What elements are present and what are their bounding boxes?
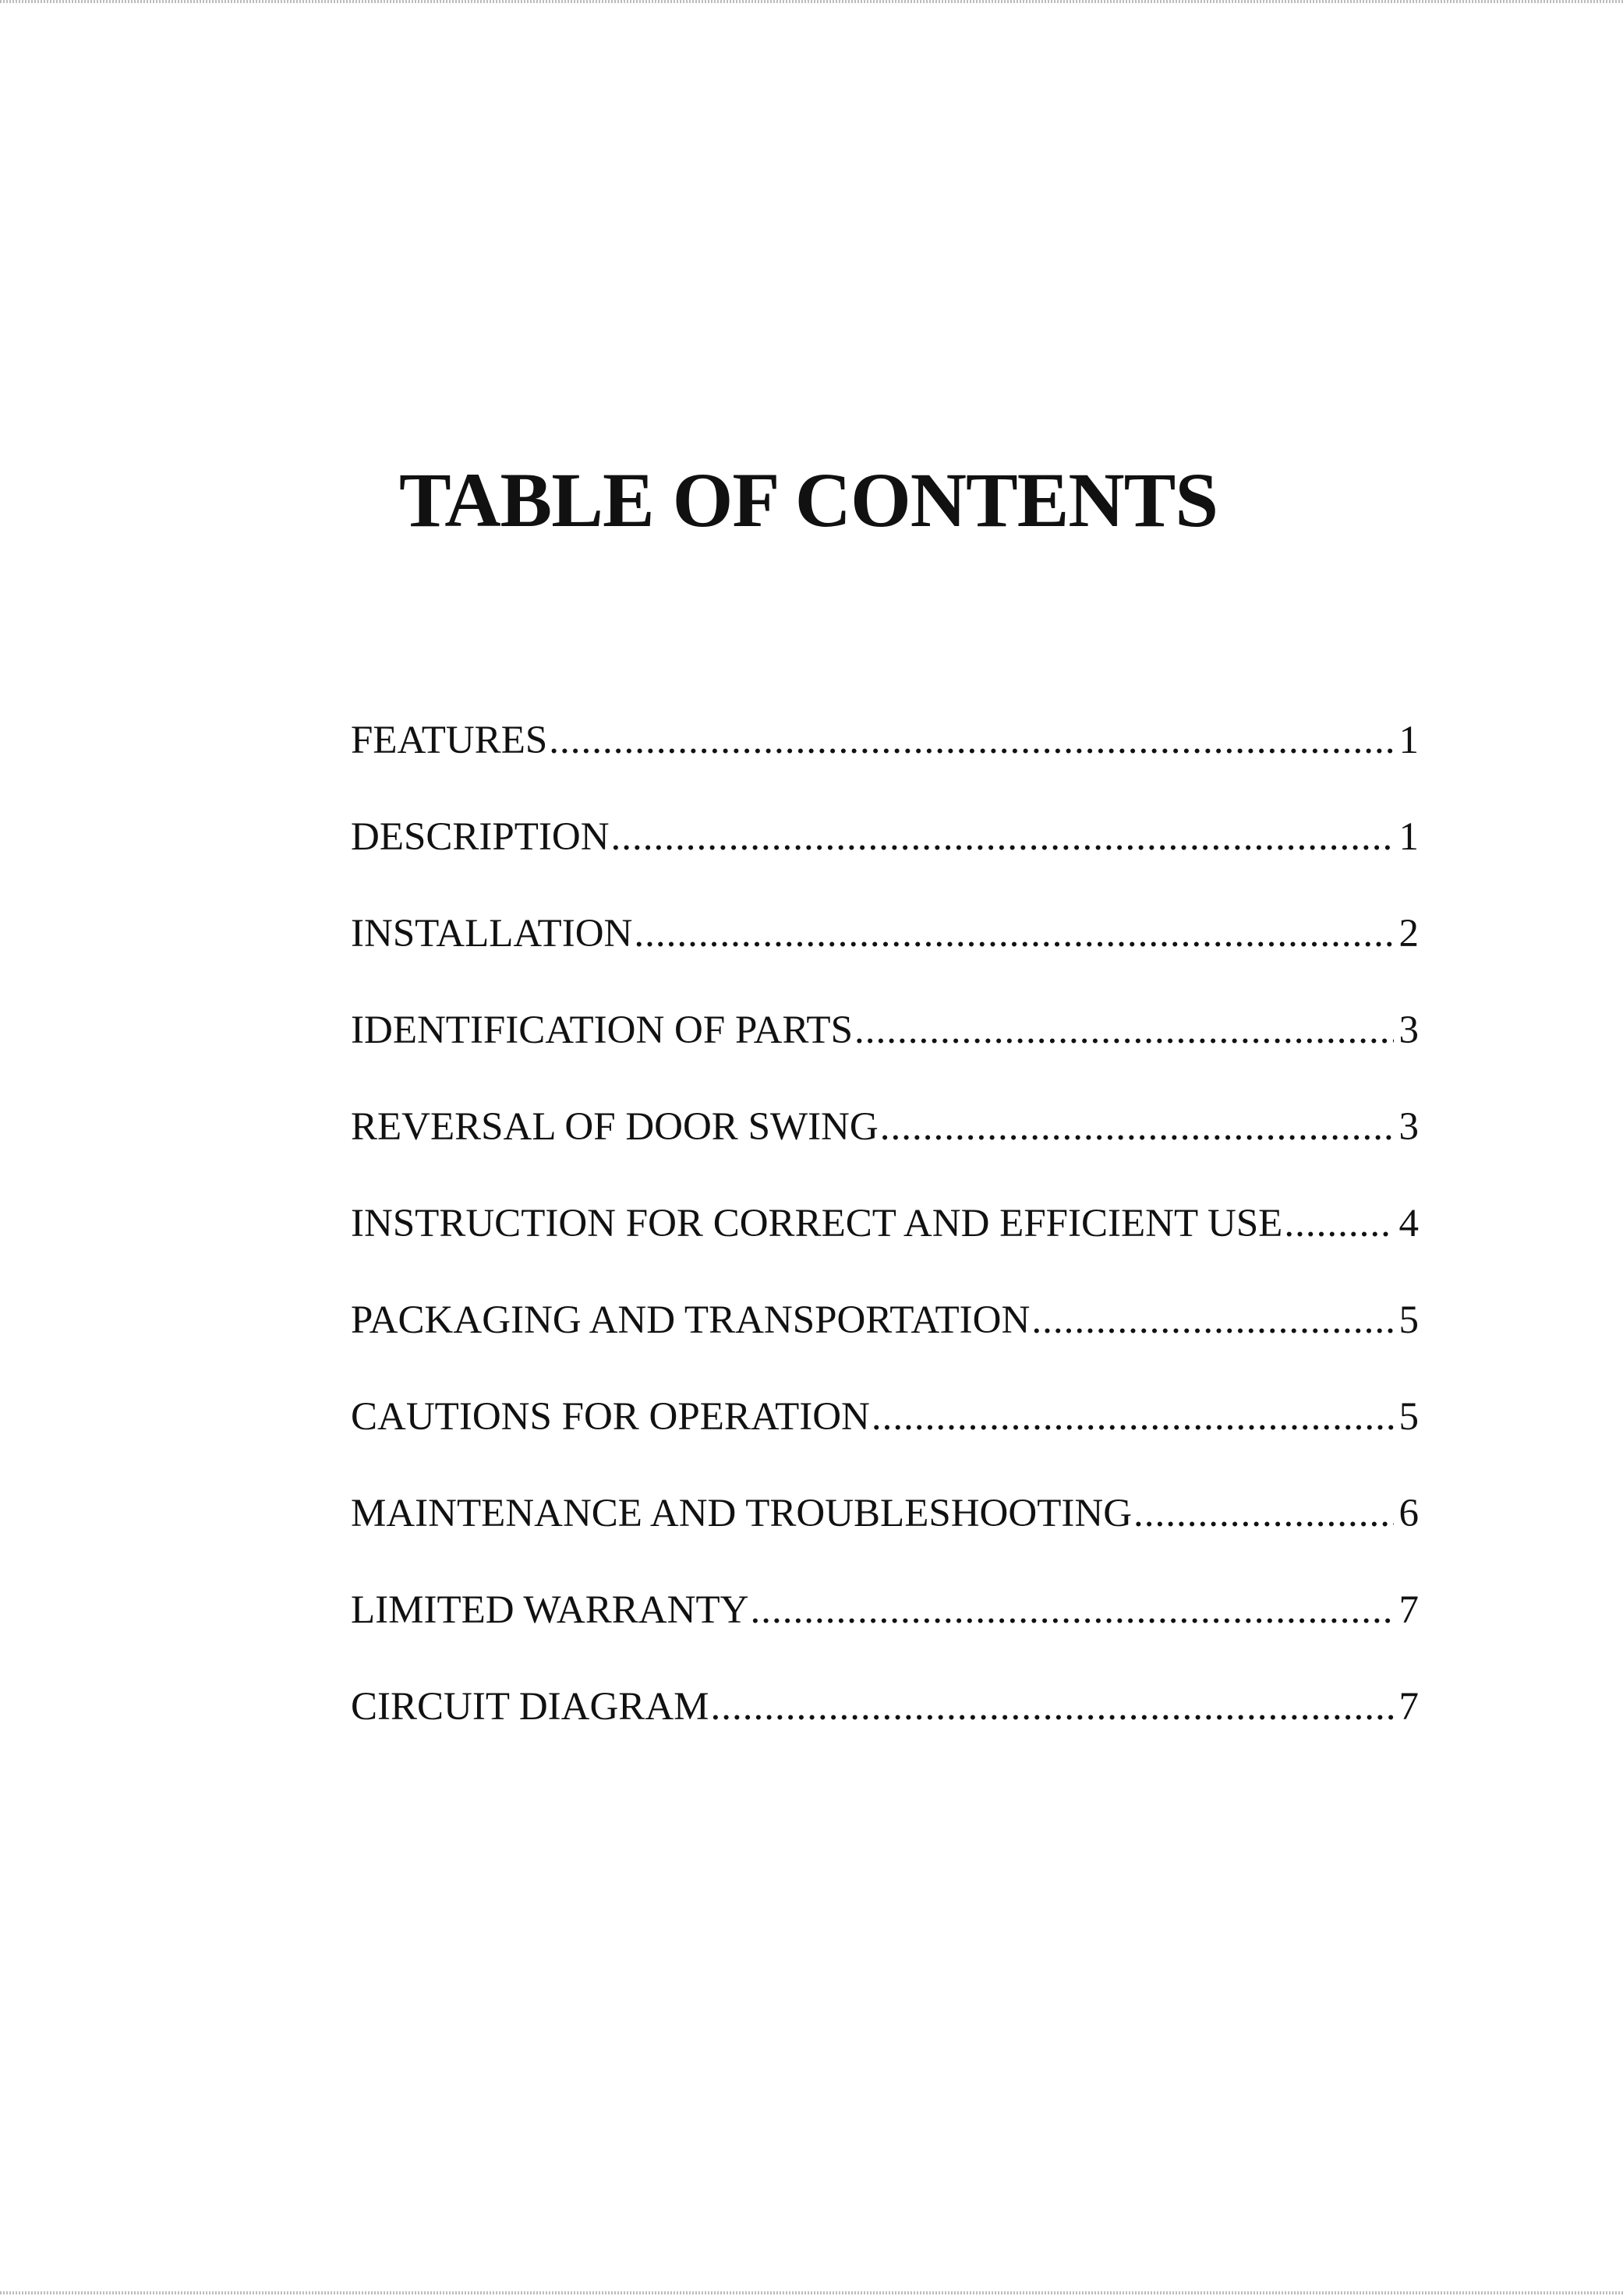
toc-entry-label: REVERSAL OF DOOR SWING xyxy=(351,1105,879,1149)
toc-page-number: 3 xyxy=(1398,1105,1419,1149)
toc-dot-leader xyxy=(1133,1465,1394,1562)
toc-page-number: 6 xyxy=(1398,1492,1419,1535)
toc-entry-label: CIRCUIT DIAGRAM xyxy=(351,1685,709,1729)
toc-page-number: 7 xyxy=(1398,1588,1419,1632)
toc-entry-label: LIMITED WARRANTY xyxy=(351,1588,749,1632)
toc-page-number: 1 xyxy=(1398,815,1419,859)
toc-entry-label: DESCRIPTION xyxy=(351,815,610,859)
toc-entry-label: PACKAGING AND TRANSPORTATION xyxy=(351,1298,1031,1342)
toc-entry-packaging-and-transportation[interactable] xyxy=(351,1272,1419,1369)
toc-page-number: 4 xyxy=(1398,1202,1419,1245)
page-title-text: TABLE OF CONTENTS xyxy=(399,457,1218,543)
toc-page-number: 2 xyxy=(1398,912,1419,955)
toc-entry-label: FEATURES xyxy=(351,719,548,762)
toc-entry-label: INSTRUCTION FOR CORRECT AND EFFICIENT USE xyxy=(351,1202,1283,1245)
toc-entry-reversal-of-door-swing[interactable] xyxy=(351,1079,1419,1175)
toc-dot-leader xyxy=(611,789,1394,885)
toc-entry-installation[interactable] xyxy=(351,885,1419,982)
toc-entry-limited-warranty[interactable] xyxy=(351,1562,1419,1658)
toc-page-number: 1 xyxy=(1398,719,1419,762)
toc-entry-label: MAINTENANCE AND TROUBLESHOOTING xyxy=(351,1492,1133,1535)
toc-entry-maintenance-and-troubleshooting[interactable] xyxy=(351,1465,1419,1562)
toc-entry-instruction-for-correct-use[interactable] xyxy=(351,1175,1419,1272)
toc-entry-features[interactable] xyxy=(351,692,1419,789)
toc-dot-leader xyxy=(854,982,1394,1079)
toc-entry-identification-of-parts[interactable] xyxy=(351,982,1419,1079)
toc-entry-cautions-for-operation[interactable] xyxy=(351,1369,1419,1465)
toc-page-number: 5 xyxy=(1398,1298,1419,1342)
toc-dot-leader xyxy=(750,1562,1394,1658)
toc-entry-label: IDENTIFICATION OF PARTS xyxy=(351,1008,853,1052)
table-of-contents xyxy=(351,692,1419,1755)
toc-entry-label: INSTALLATION xyxy=(351,912,633,955)
toc-dot-leader xyxy=(634,885,1394,982)
toc-dot-leader xyxy=(549,692,1394,789)
toc-dot-leader xyxy=(880,1079,1394,1175)
toc-dot-leader xyxy=(1031,1272,1394,1369)
toc-page-number: 7 xyxy=(1398,1685,1419,1729)
page-title xyxy=(0,450,1623,551)
toc-entry-circuit-diagram[interactable] xyxy=(351,1658,1419,1755)
scan-bottom-edge xyxy=(0,2291,1623,2294)
toc-entry-description[interactable] xyxy=(351,789,1419,885)
scan-top-edge xyxy=(0,0,1623,3)
toc-dot-leader xyxy=(1284,1175,1394,1272)
toc-dot-leader xyxy=(711,1658,1395,1755)
toc-dot-leader xyxy=(872,1369,1394,1465)
toc-entry-label: CAUTIONS FOR OPERATION xyxy=(351,1395,870,1439)
toc-page-number: 5 xyxy=(1398,1395,1419,1439)
toc-page-number: 3 xyxy=(1398,1008,1419,1052)
